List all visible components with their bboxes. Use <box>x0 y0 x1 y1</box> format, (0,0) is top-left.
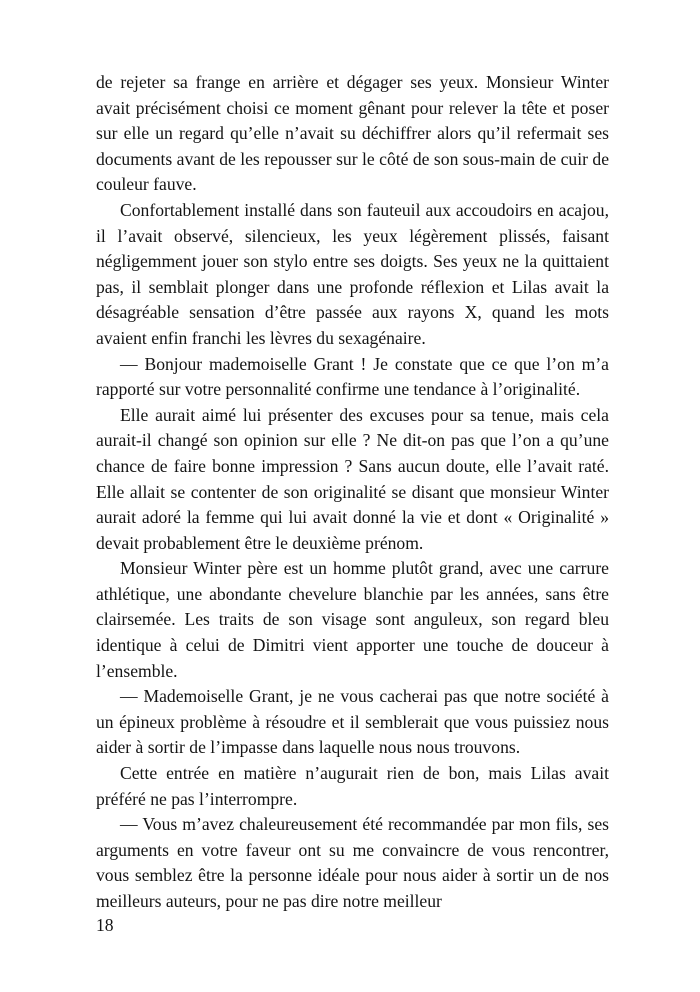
paragraph: Elle aurait aimé lui présenter des excuses pour sa tenue, mais cela aurait-il changé son opinion sur elle ? Ne dit-on pas que l’on a qu’une chance de faire bonne impression ? Sans aucun doute, elle l’avait raté. Elle allait se contenter de son originalité se disant que monsieur Winter aurait adoré la femme qui lui avait donné la vie et dont « Originalité » devait probablement être le deuxième prénom. <box>96 404 609 553</box>
paragraph: Confortablement installé dans son fauteuil aux accoudoirs en acajou, il l’avait observé, silencieux, les yeux légèrement plissés, faisant négligemment jouer son stylo entre ses doigts. Ses yeux ne la quittaient pas, il semblait plonger dans une profonde réflexion et Lilas avait la désagréable sensation d’être passée aux rayons X, quand les mots avaient enfin franchi les lèvres du sexagénaire. <box>96 199 609 348</box>
dialogue-paragraph: — Bonjour mademoiselle Grant ! Je constate que ce que l’on m’a rapporté sur votre personnalité confirme une tendance à l’originalité. <box>96 353 609 400</box>
page-number: 18 <box>96 915 114 935</box>
paragraph: Monsieur Winter père est un homme plutôt grand, avec une carrure athlétique, une abondante chevelure blanchie par les années, sans être clairsemée. Les traits de son visage sont anguleux, son regard bleu identique à celui de Dimitri vient apporter une touche de douceur à l’ensemble. <box>96 558 609 681</box>
dialogue-paragraph: — Vous m’avez chaleureusement été recommandée par mon fils, ses arguments en votre faveur ont su me convaincre de vous rencontrer, vous semblez être la personne idéale pour nous aider à sortir un de nos meilleurs auteurs, pour ne pas dire notre meilleur <box>96 814 609 911</box>
body-text <box>96 70 609 915</box>
dialogue-paragraph: — Mademoiselle Grant, je ne vous cacherai pas que notre société à un épineux problème à résoudre et il semblerait que vous puissiez nous aider à sortir de l’impasse dans laquelle nous nous trouvons. <box>96 686 609 758</box>
paragraph-continued: de rejeter sa frange en arrière et dégager ses yeux. Monsieur Winter avait précisément choisi ce moment gênant pour relever la tête et poser sur elle un regard qu’elle n’avait su déchiffrer alors qu’il refermait ses documents avant de les repousser sur le côté de son sous-main de cuir de couleur fauve. <box>96 72 609 195</box>
paragraph: Cette entrée en matière n’augurait rien de bon, mais Lilas avait préféré ne pas l’interrompre. <box>96 763 609 809</box>
